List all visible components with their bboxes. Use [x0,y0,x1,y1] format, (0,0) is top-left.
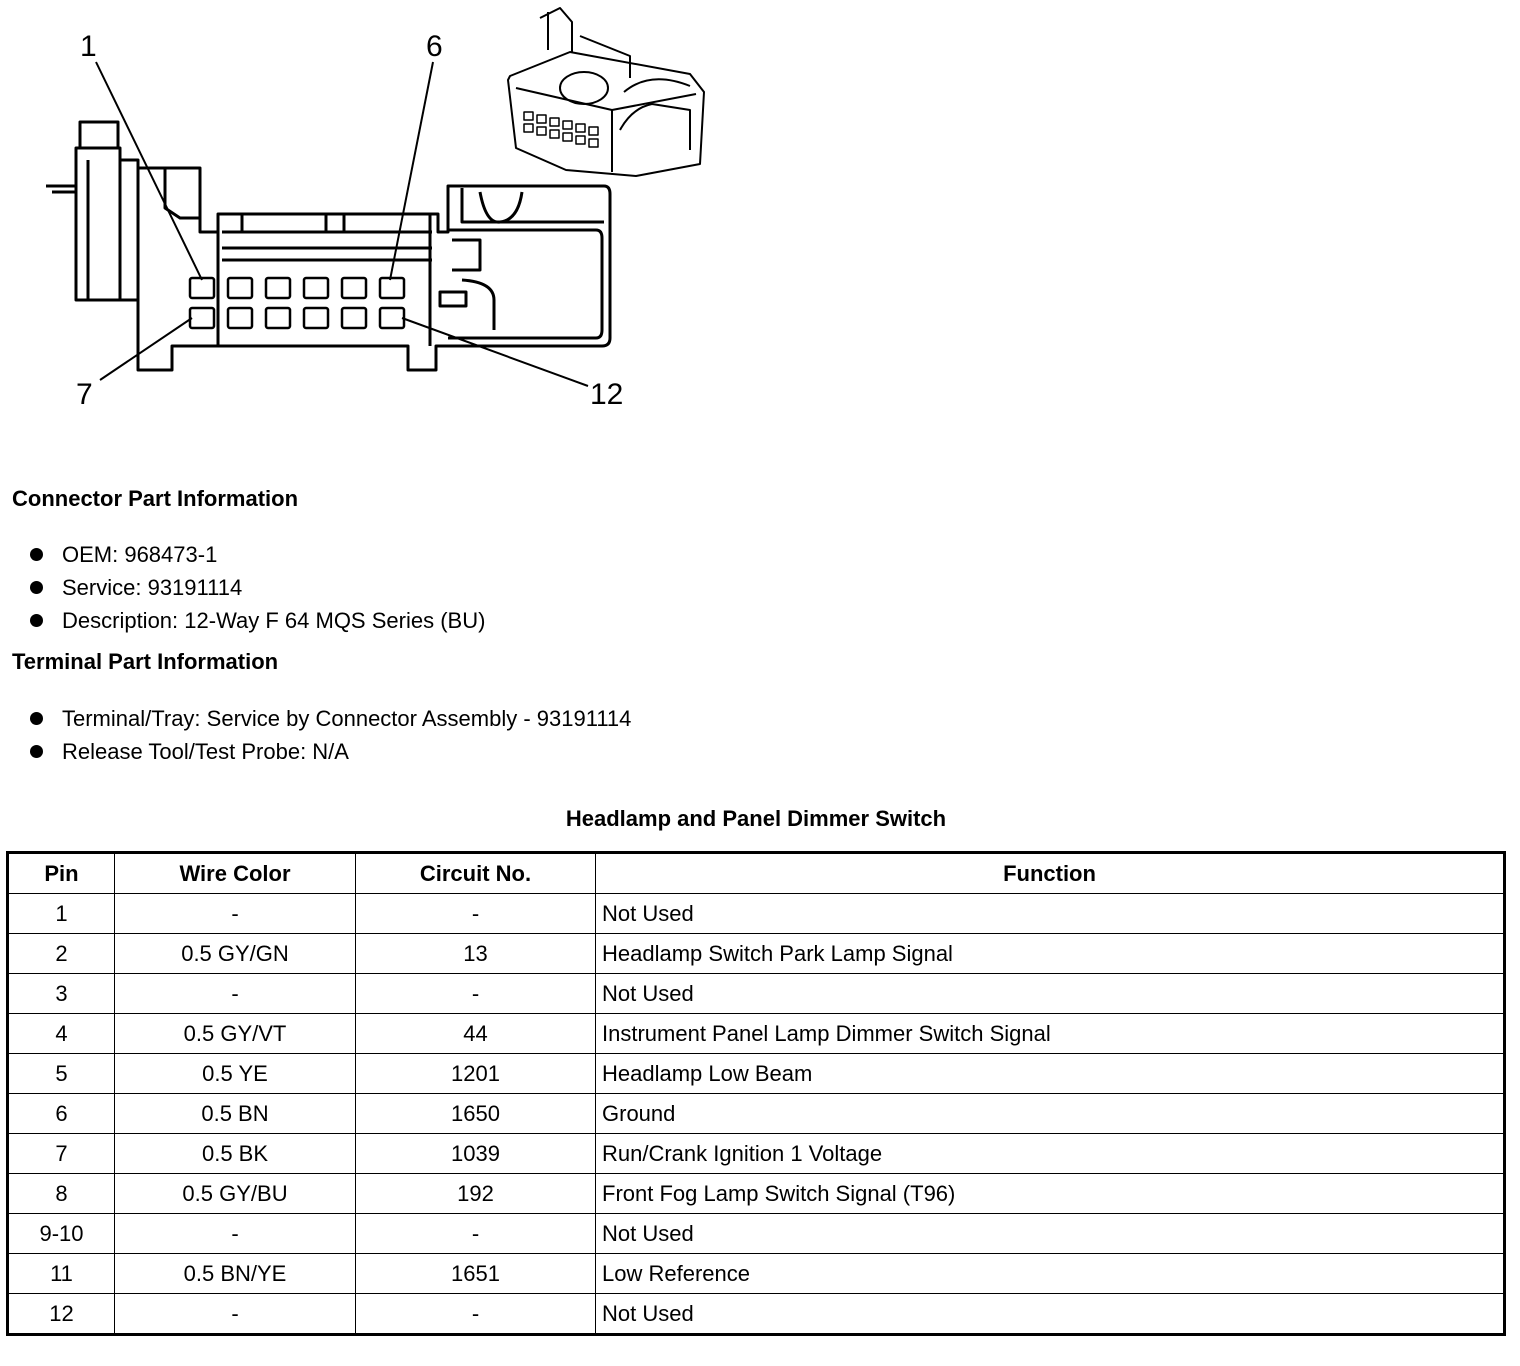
cell-circuit-no: - [356,974,596,1014]
terminal-info-title: Terminal Part Information [12,649,279,674]
callout-pin-6: 6 [426,30,443,63]
list-item: Release Tool/Test Probe: N/A [28,735,631,768]
cell-pin: 9-10 [8,1214,115,1254]
list-item: OEM: 968473-1 [28,538,485,571]
cell-wire-color: 0.5 GY/BU [115,1174,356,1214]
cell-function: Instrument Panel Lamp Dimmer Switch Signal [596,1014,1505,1054]
cell-function: Run/Crank Ignition 1 Voltage [596,1134,1505,1174]
connector-3d-inset [508,8,704,176]
callout-pin-12: 12 [590,378,624,411]
connector-housing [138,168,610,370]
table-row [8,1174,1505,1214]
pinout-table [6,851,1506,1336]
callout-pin-7: 7 [76,378,93,411]
cell-pin: 8 [8,1174,115,1214]
cell-pin: 11 [8,1254,115,1294]
cell-pin: 2 [8,934,115,974]
table-header-row [8,853,1505,894]
terminal-info-list [28,702,631,768]
cell-pin: 6 [8,1094,115,1134]
cell-wire-color: - [115,1294,356,1335]
cell-wire-color: - [115,1214,356,1254]
cell-pin: 4 [8,1014,115,1054]
table-row [8,974,1505,1014]
cell-circuit-no: - [356,894,596,934]
cell-circuit-no: 1039 [356,1134,596,1174]
table-row [8,934,1505,974]
cell-function: Not Used [596,974,1505,1014]
table-row [8,1094,1505,1134]
cell-circuit-no: 13 [356,934,596,974]
table-row [8,1214,1505,1254]
table-body [8,894,1505,1335]
list-item: Service: 93191114 [28,571,485,604]
cell-pin: 7 [8,1134,115,1174]
cell-pin: 3 [8,974,115,1014]
header-pin: Pin [8,853,115,894]
cell-wire-color: 0.5 YE [115,1054,356,1094]
table-row [8,1254,1505,1294]
cell-wire-color: 0.5 GY/GN [115,934,356,974]
cell-wire-color: - [115,974,356,1014]
table-row [8,1054,1505,1094]
cell-function: Not Used [596,1294,1505,1335]
connector-diagram [0,0,760,430]
list-item: Description: 12-Way F 64 MQS Series (BU) [28,604,485,637]
cell-function: Headlamp Switch Park Lamp Signal [596,934,1505,974]
connector-info-list [28,538,485,637]
header-circuit-no: Circuit No. [356,853,596,894]
cell-pin: 1 [8,894,115,934]
table-row [8,1294,1505,1335]
table-row [8,894,1505,934]
cell-wire-color: 0.5 BN [115,1094,356,1134]
cell-function: Headlamp Low Beam [596,1054,1505,1094]
cell-circuit-no: - [356,1214,596,1254]
header-function: Function [596,853,1505,894]
cell-wire-color: 0.5 BN/YE [115,1254,356,1294]
header-wire-color: Wire Color [115,853,356,894]
cell-circuit-no: 192 [356,1174,596,1214]
table-row [8,1014,1505,1054]
cell-circuit-no: 1651 [356,1254,596,1294]
cell-circuit-no: 1650 [356,1094,596,1134]
list-item: Terminal/Tray: Service by Connector Assembly - 93191114 [28,702,631,735]
cell-function: Front Fog Lamp Switch Signal (T96) [596,1174,1505,1214]
cell-circuit-no: - [356,1294,596,1335]
cell-function: Not Used [596,894,1505,934]
connector-latch [46,122,138,300]
cell-wire-color: - [115,894,356,934]
cell-pin: 12 [8,1294,115,1335]
cell-wire-color: 0.5 GY/VT [115,1014,356,1054]
cell-pin: 5 [8,1054,115,1094]
cell-function: Low Reference [596,1254,1505,1294]
callout-pin-1: 1 [80,30,97,63]
connector-info-title: Connector Part Information [12,486,299,511]
table-title: Headlamp and Panel Dimmer Switch [565,806,947,831]
table-row [8,1134,1505,1174]
cell-function: Ground [596,1094,1505,1134]
cell-wire-color: 0.5 BK [115,1134,356,1174]
cell-function: Not Used [596,1214,1505,1254]
cell-circuit-no: 1201 [356,1054,596,1094]
cell-circuit-no: 44 [356,1014,596,1054]
